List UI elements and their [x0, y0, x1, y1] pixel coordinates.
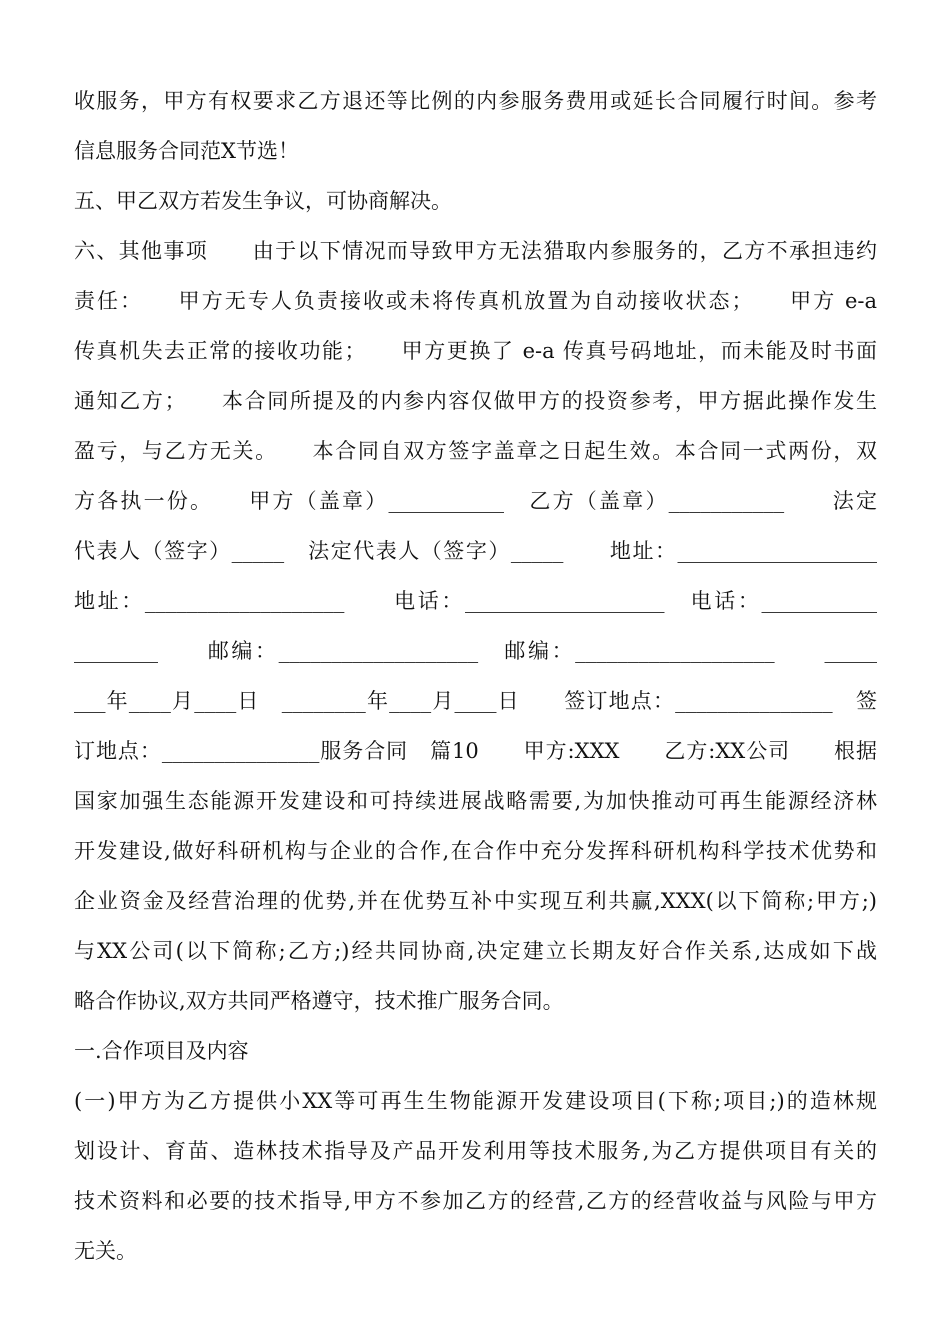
text-line: 五、甲乙双方若发生争议，可协商解决。 — [74, 189, 452, 213]
text-line: 通知乙方； 本合同所提及的内参内容仅做甲方的投资参考，甲方据此操作发生 — [74, 389, 877, 413]
text-line: 略合作协议,双方共同严格遵守，技术推广服务合同。 — [74, 989, 564, 1013]
text-line: 收服务，甲方有权要求乙方退还等比例的内参服务费用或延长合同履行时间。参考 — [74, 89, 877, 113]
text-line: 订地点：_______________服务合同 篇10 甲方:XXX 乙方:XX公司 根据 — [74, 739, 877, 763]
text-line: 地址：___________________ 电话：___________________ 电话：___________ — [74, 589, 877, 613]
text-line: ________ 邮编：___________________ 邮编：___________________ _____ — [74, 639, 877, 663]
text-line: 国家加强生态能源开发建设和可持续进展战略需要,为加快推动可再生能源经济林 — [74, 789, 877, 813]
text-line: 责任： 甲方无专人负责接收或未将传真机放置为自动接收状态； 甲方 e-a — [74, 289, 877, 313]
text-line: 六、其他事项 由于以下情况而导致甲方无法猎取内参服务的，乙方不承担违约 — [74, 239, 877, 263]
text-line: 传真机失去正常的接收功能； 甲方更换了 e-a 传真号码地址，而未能及时书面 — [74, 339, 877, 363]
text-line: 信息服务合同范X节选！ — [74, 139, 299, 163]
text-line: 企业资金及经营治理的优势,并在优势互补中实现互利共赢,XXX(以下简称;甲方;) — [74, 889, 877, 913]
text-line: 划设计、育苗、造林技术指导及产品开发利用等技术服务,为乙方提供项目有关的 — [74, 1139, 877, 1163]
text-line: 无关。 — [74, 1239, 137, 1263]
text-line: 方各执一份。 甲方（盖章）___________ 乙方（盖章）___________ 法定 — [74, 489, 877, 513]
text-line: 开发建设,做好科研机构与企业的合作,在合作中充分发挥科研机构科学技术优势和 — [74, 839, 877, 863]
text-line: 代表人（签字）_____ 法定代表人（签字）_____ 地址：___________________ — [74, 539, 877, 563]
text-line: 技术资料和必要的技术指导,甲方不参加乙方的经营,乙方的经营收益与风险与甲方 — [74, 1189, 877, 1213]
text-line: 盈亏，与乙方无关。 本合同自双方签字盖章之日起生效。本合同一式两份，双 — [74, 439, 877, 463]
section-heading: 一.合作项目及内容 — [74, 1039, 249, 1063]
text-line: ___年____月____日 ________年____月____日 签订地点：_______________ 签 — [74, 689, 877, 713]
text-line: (一)甲方为乙方提供小XX等可再生生物能源开发建设项目(下称;项目;)的造林规 — [74, 1089, 877, 1113]
text-line: 与XX公司(以下简称;乙方;)经共同协商,决定建立长期友好合作关系,达成如下战 — [74, 939, 877, 963]
